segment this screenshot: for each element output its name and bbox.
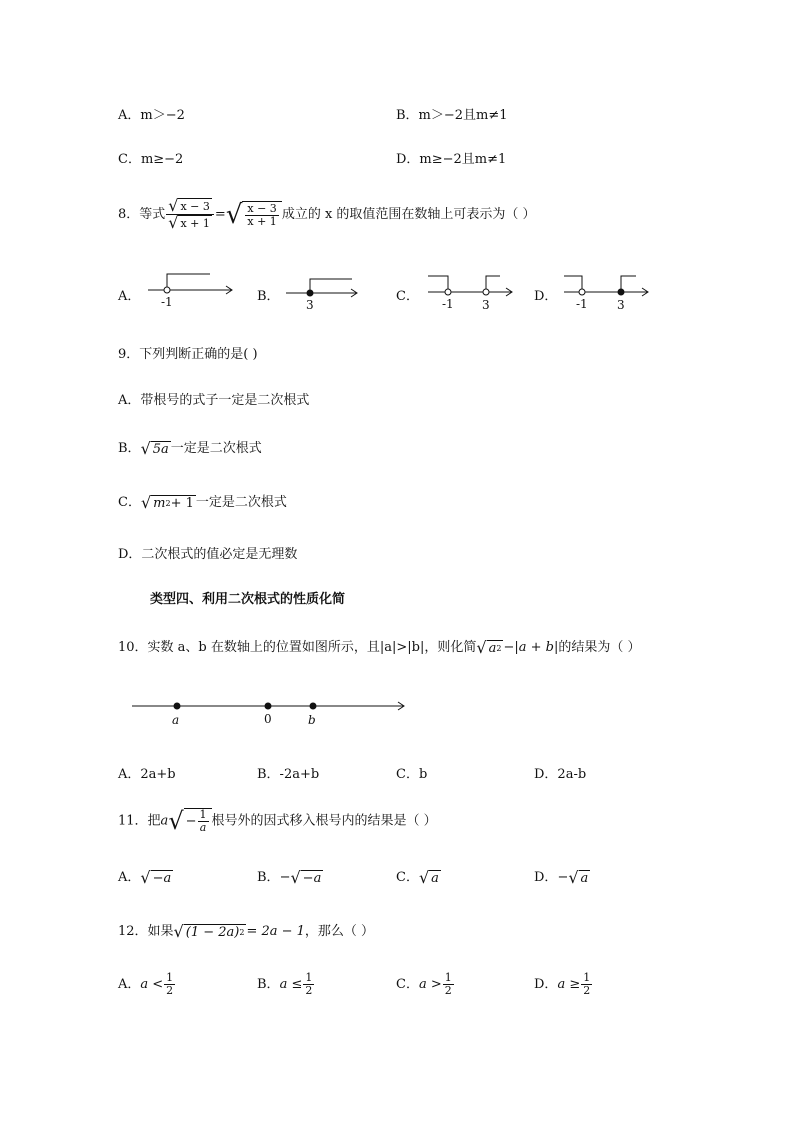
q8-label-b: B． — [257, 289, 280, 304]
q8c-tick-label-2: 3 — [482, 298, 490, 312]
q12-c-rel: a > — [418, 977, 442, 992]
q7-option-d: D．m≥−2且m≠1 — [396, 152, 507, 167]
q12-rad-exp: 2 — [239, 927, 245, 937]
q11-minus: − — [185, 814, 197, 829]
q11-frac-num: 1 — [199, 808, 207, 821]
q7-option-c: C．m≥−2 — [118, 152, 184, 167]
q12-stem: 12．如果 √ (1 − 2a) 2 = 2a − 1，那么（ ） — [118, 921, 375, 941]
q11-stem: 11．把a √ − $\frac{1}{a}$ 根号外的因式移入根号内的结果是（ ） — [118, 807, 437, 835]
q9-b-text: 一定是二次根式 — [170, 441, 262, 456]
q8d-tick-label-1: -1 — [576, 297, 588, 311]
q11-b-pre: − — [279, 870, 291, 885]
q8-frac1-num: x − 3 — [180, 199, 210, 213]
q12-a-num: 1 — [166, 971, 174, 984]
q11-a-rad: −a — [152, 870, 172, 886]
q12-rhs: = 2a − 1 — [246, 924, 305, 939]
q12-c-label: C． — [396, 977, 419, 992]
q8-left-fraction: √ x − 3 √ x + 1 — [166, 198, 214, 231]
q7-option-b: B．m＞−2且m≠1 — [396, 108, 508, 123]
q12-b-label: B． — [257, 977, 280, 992]
q8c-tick-label-1: -1 — [442, 297, 454, 311]
q11-d-label: D． — [534, 870, 558, 885]
section-title: 类型四、利用二次根式的性质化简 — [150, 592, 346, 607]
q11-a-label: A． — [118, 870, 141, 885]
q8-suffix: 成立的 x 的取值范围在数轴上可表示为（ ） — [281, 207, 536, 222]
q10-label-0: 0 — [264, 712, 272, 726]
q9-b-radical: 5a — [152, 441, 169, 457]
q11-option-b: B．− √ −a — [257, 867, 322, 887]
q9-option-b: B． √ 5a 一定是二次根式 — [118, 438, 262, 458]
q11-b-label: B． — [257, 870, 280, 885]
q8-frac1-den: x + 1 — [180, 216, 210, 230]
q11-frac-den: a — [199, 821, 207, 834]
q12-a-label: A． — [118, 977, 141, 992]
q8-label-c: C． — [396, 289, 419, 304]
q7-option-a: A．m＞−2 — [118, 108, 185, 123]
q12-b-den: 2 — [305, 984, 313, 997]
q9-option-c: C． √ m 2 + 1 一定是二次根式 — [118, 492, 287, 512]
q12-d-num: 1 — [583, 971, 591, 984]
q11-option-d: D．− √ a — [534, 867, 589, 887]
q10-option-d: D．2a-b — [534, 767, 587, 782]
q10-rad: a — [488, 640, 497, 656]
q11-coef: a — [160, 813, 169, 829]
q10-option-c: C．b — [396, 767, 428, 782]
q10-abs: |a + b| — [514, 640, 559, 655]
q9-c-text: 一定是二次根式 — [195, 495, 287, 510]
q11-c-label: C． — [396, 870, 419, 885]
q11-option-c: C． √ a — [396, 867, 439, 887]
q12-prefix: 12．如果 — [118, 924, 174, 939]
q11-d-pre: − — [557, 870, 569, 885]
q12-option-b — [257, 972, 315, 997]
q8a-tick-label: -1 — [161, 295, 173, 309]
q8-equals: = — [214, 207, 226, 222]
q10-point-b — [310, 703, 317, 710]
q8-label-d: D． — [534, 289, 558, 304]
q11-d-rad: a — [580, 870, 589, 886]
q9-option-a: A．带根号的式子一定是二次根式 — [118, 393, 310, 408]
q12-a-den: 2 — [166, 984, 174, 997]
q12-d-den: 2 — [583, 984, 591, 997]
q9-c-label: C． — [118, 495, 141, 510]
q12-d-label: D． — [534, 977, 558, 992]
q10-minus: − — [503, 640, 515, 655]
q8-frac2-den: x + 1 — [247, 214, 277, 228]
q11-option-a: A． √ −a — [118, 867, 172, 887]
q10-suffix: 的结果为（ ） — [558, 640, 641, 655]
q12-option-a — [118, 972, 176, 997]
q9-b-label: B． — [118, 441, 141, 456]
q11-suffix: 根号外的因式移入根号内的结果是（ ） — [211, 813, 437, 829]
q10-point-0 — [265, 703, 272, 710]
q12-option-c — [396, 972, 455, 997]
q12-option-d — [534, 972, 593, 997]
q11-b-rad: −a — [302, 870, 322, 886]
q8b-tick-label: 3 — [306, 298, 314, 312]
q8-prefix: 8．等式 — [118, 207, 166, 222]
q8d-tick-label-2: 3 — [617, 298, 625, 312]
q10-option-b: B．-2a+b — [257, 767, 320, 782]
q10-label-b: b — [308, 713, 316, 727]
q12-c-num: 1 — [444, 971, 452, 984]
q12-a-rel: a < — [140, 977, 164, 992]
q10-option-a: A．2a+b — [118, 767, 176, 782]
q11-prefix: 11．把 — [118, 813, 161, 829]
q8-right-radical: √ $\frac{x - 3}{x + 1}$ — [226, 201, 282, 229]
q10-stem-text: 10．实数 a、b 在数轴上的位置如图所示，且|a|>|b|，则化简 — [118, 640, 477, 655]
q10-label-a: a — [172, 713, 180, 727]
q12-c-den: 2 — [444, 984, 452, 997]
q12-rad-inner: (1 − 2a) — [185, 924, 240, 940]
q11-c-rad: a — [431, 870, 439, 886]
q9-c-base: m — [153, 495, 166, 511]
q8-frac2-num: x − 3 — [247, 201, 277, 215]
q9-c-rest: + 1 — [170, 495, 194, 511]
q9-stem: 9．下列判断正确的是( ) — [118, 347, 258, 362]
q9-c-exp: 2 — [165, 498, 171, 508]
q12-d-rel: a ≥ — [557, 977, 581, 992]
q10-stem: 10．实数 a、b 在数轴上的位置如图所示，且|a|>|b|，则化简 √ a 2 −|a + b|的结果为（ ） — [118, 637, 641, 657]
q9-option-d: D．二次根式的值必定是无理数 — [118, 547, 298, 562]
q10-rad-exp: 2 — [496, 643, 502, 653]
q12-b-num: 1 — [305, 971, 313, 984]
q8-label-a: A． — [118, 289, 141, 304]
q12-b-rel: a ≤ — [279, 977, 303, 992]
q12-suffix: ，那么（ ） — [304, 924, 375, 939]
q10-point-a — [174, 703, 181, 710]
